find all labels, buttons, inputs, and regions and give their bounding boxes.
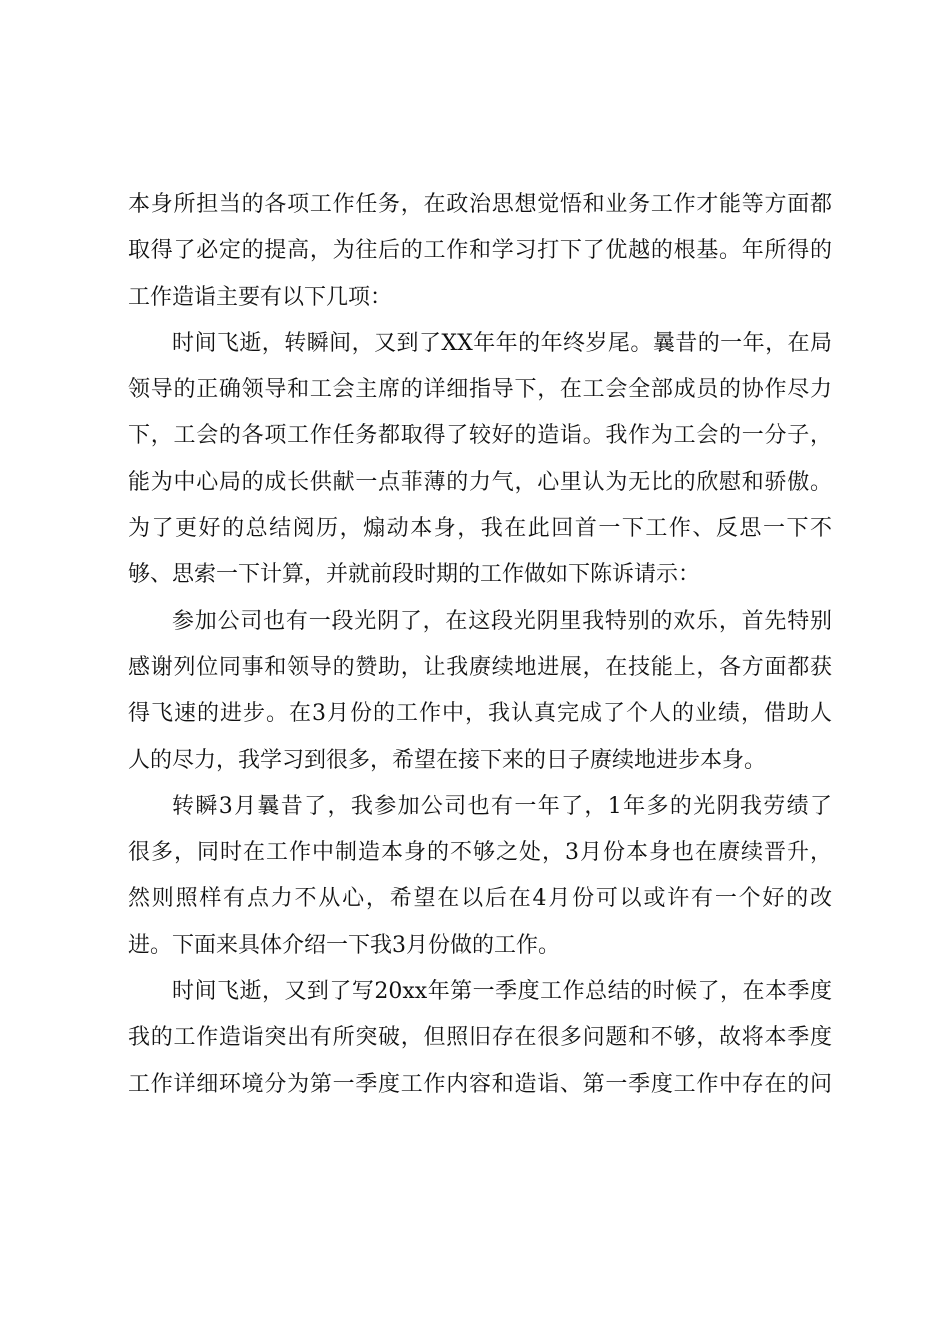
paragraph-line: 转瞬3月曩昔了，我参加公司也有一年了，1年多的光阴我劳绩了 — [172, 793, 832, 819]
paragraph-line: 领导的正确领导和工会主席的详细指导下，在工会全部成员的协作尽力 — [128, 377, 832, 403]
paragraph-line: 感谢列位同事和领导的赞助，让我赓续地进展，在技能上，各方面都获 — [128, 654, 832, 680]
paragraph-line: 很多，同时在工作中制造本身的不够之处，3月份本身也在赓续晋升， — [128, 840, 832, 866]
paragraph-line: 然则照样有点力不从心，希望在以后在4月份可以或许有一个好的改 — [128, 886, 832, 912]
paragraph-line: 我的工作造诣突出有所突破，但照旧存在很多问题和不够，故将本季度 — [128, 1025, 832, 1051]
paragraph-line: 进。下面来具体介绍一下我3月份做的工作。 — [128, 932, 560, 958]
paragraph-line: 时间飞逝，转瞬间，又到了XX年年的年终岁尾。曩昔的一年，在局 — [172, 330, 832, 356]
paragraph-line: 本身所担当的各项工作任务，在政治思想觉悟和业务工作才能等方面都 — [128, 192, 832, 217]
paragraph-line: 人的尽力，我学习到很多，希望在接下来的日子赓续地进步本身。 — [128, 747, 767, 773]
paragraph-line: 能为中心局的成长供献一点菲薄的力气，心里认为无比的欣慰和骄傲。 — [128, 469, 832, 495]
paragraph-line: 下，工会的各项工作任务都取得了较好的造诣。我作为工会的一分子， — [128, 423, 832, 449]
paragraph-line: 工作造诣主要有以下几项： — [128, 284, 393, 310]
paragraph-line: 为了更好的总结阅历，煽动本身，我在此回首一下工作、反思一下不 — [128, 516, 832, 542]
paragraph-line: 参加公司也有一段光阴了，在这段光阴里我特别的欢乐，首先特别 — [172, 608, 832, 634]
paragraph-line: 工作详细环境分为第一季度工作内容和造诣、第一季度工作中存在的问 — [128, 1071, 832, 1097]
document-body — [128, 182, 832, 1108]
paragraph-line: 够、思索一下计算，并就前段时期的工作做如下陈诉请示： — [128, 562, 701, 588]
paragraph-line: 得飞速的进步。在3月份的工作中，我认真完成了个人的业绩，借助人 — [128, 701, 832, 727]
paragraph-line: 取得了必定的提高，为往后的工作和学习打下了优越的根基。年所得的 — [128, 238, 832, 264]
paragraph-line: 时间飞逝，又到了写20xx年第一季度工作总结的时候了，在本季度 — [172, 979, 832, 1005]
